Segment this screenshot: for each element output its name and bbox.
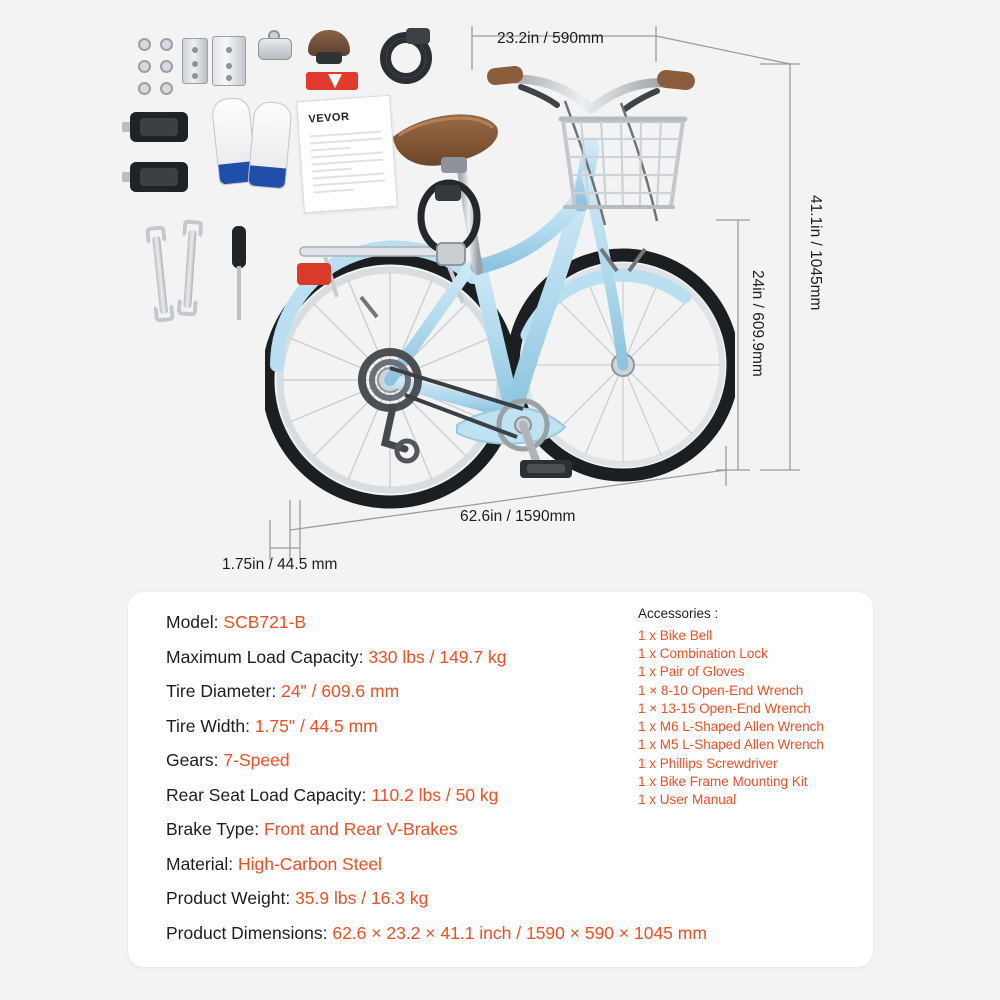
accessory-item: 1 × 13-15 Open-End Wrench [638, 700, 811, 716]
spec-row [166, 821, 776, 839]
mounting-bracket-icon [182, 38, 208, 84]
spec-label: Maximum Load Capacity: [166, 646, 364, 667]
spec-value: 62.6 × 23.2 × 41.1 inch / 1590 × 590 × 1045 mm [332, 922, 707, 943]
spec-value: 110.2 lbs / 50 kg [371, 784, 499, 805]
open-end-wrench-icon [147, 225, 173, 322]
dimension-tire-width-label: 1.75in / 44.5 mm [222, 556, 338, 573]
spec-label: Gears: [166, 750, 219, 770]
phillips-screwdriver-icon [232, 226, 246, 322]
accessories-list [638, 606, 868, 809]
pedal [520, 460, 572, 478]
spec-label: Product Dimensions: [166, 922, 328, 943]
accessory-item: 1 x Pair of Gloves [638, 664, 745, 680]
pedal-icon [130, 156, 188, 198]
spec-value: SCB721-B [223, 612, 307, 632]
pedal-icon [130, 106, 188, 148]
accessory-item: 1 x Phillips Screwdriver [638, 755, 778, 771]
rear-reflector [297, 263, 331, 285]
spec-label: Tire Width: [166, 715, 250, 736]
spec-value: 24" / 609.6 mm [281, 681, 400, 701]
dimension-width-label: 23.2in / 590mm [497, 30, 604, 47]
dimension-height-label: 41.1in / 1045mm [807, 195, 824, 311]
accessory-item: 1 x M6 L-Shaped Allen Wrench [638, 719, 824, 735]
specification-card [128, 592, 873, 967]
right-grip [656, 69, 696, 91]
spec-value: 7-Speed [223, 750, 290, 770]
dimension-tire-diameter-label: 24in / 609.9mm [749, 270, 766, 377]
spec-value: High-Carbon Steel [237, 853, 382, 874]
spec-row [166, 853, 776, 874]
dimension-length-label: 62.6in / 1590mm [460, 508, 576, 525]
spec-label: Brake Type: [166, 819, 260, 839]
accessory-item: 1 x User Manual [638, 791, 737, 807]
spec-label: Product Weight: [166, 888, 291, 908]
accessory-item: 1 x Combination Lock [638, 646, 768, 662]
spec-label: Material: [166, 853, 234, 874]
spec-value: 35.9 lbs / 16.3 kg [295, 888, 429, 908]
mounting-plate-icon [212, 36, 246, 86]
open-end-wrench-icon [179, 220, 202, 317]
spec-value: 1.75" / 44.5 mm [254, 715, 378, 736]
spec-label: Rear Seat Load Capacity: [166, 784, 367, 805]
accessory-item: 1 x Bike Bell [638, 628, 713, 643]
spec-label: Tire Diameter: [166, 681, 277, 701]
spec-label: Model: [166, 612, 219, 632]
spec-row [166, 890, 776, 908]
spec-value: 330 lbs / 149.7 kg [368, 646, 507, 667]
spec-value: Front and Rear V-Brakes [263, 819, 458, 839]
manual-brand: VEVOR [308, 110, 350, 126]
accessory-item: 1 x Bike Frame Mounting Kit [638, 773, 808, 789]
accessories-title: Accessories : [638, 606, 719, 621]
spec-row [166, 922, 776, 943]
accessory-item: 1 × 8-10 Open-End Wrench [638, 682, 804, 698]
accessory-item: 1 x M5 L-Shaped Allen Wrench [638, 737, 824, 753]
bicycle-illustration [265, 35, 735, 535]
